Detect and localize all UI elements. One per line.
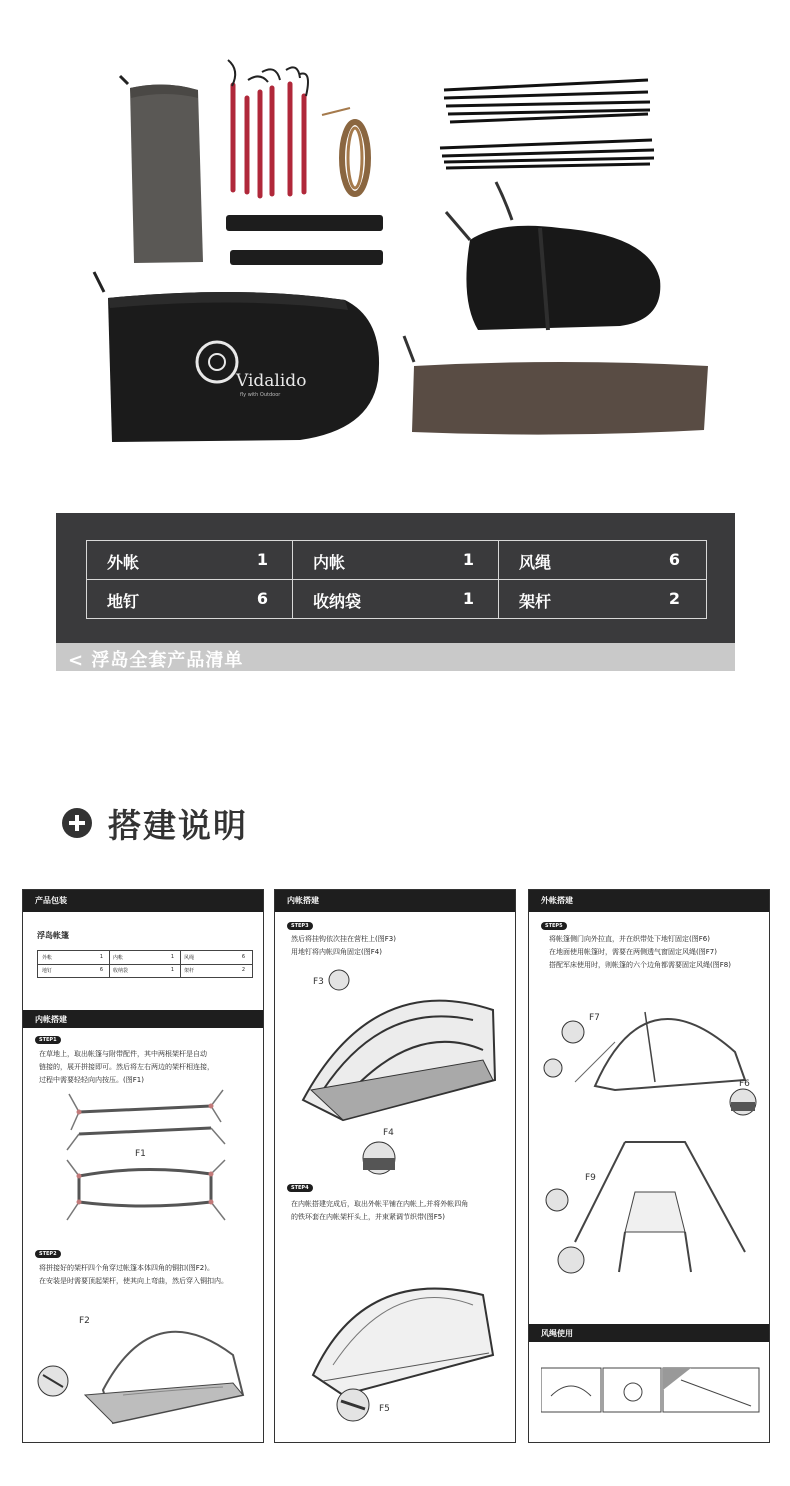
instruction-card-inner-tent [274, 889, 516, 1443]
list-item [38, 951, 109, 964]
step-line: 搭配军床使用时，则帐篷的六个边角都需要固定风绳(图F8) [549, 961, 731, 969]
step-line: 将拼接好的架杆四个角穿过帐篷本体四角的铜扣(图F2)。 [39, 1264, 214, 1272]
step-badge: STEP4 [287, 1184, 313, 1192]
item-name: 收纳袋 [313, 592, 362, 611]
item-name: 架杆 [519, 592, 552, 611]
product-photo [0, 0, 790, 480]
instruction-card-outer-tent [528, 889, 770, 1443]
instruction-card-packaging [22, 889, 264, 1443]
figure-label: F5 [379, 1404, 390, 1414]
item-count: 1 [462, 589, 474, 608]
item-count: 6 [256, 589, 268, 608]
list-caption: < 浮岛全套产品清单 [68, 650, 244, 671]
item-name: 架杆 [184, 968, 195, 974]
item-name: 外帐 [107, 553, 140, 572]
brand-logo-text: Vidalido [236, 371, 307, 391]
step-line: 在草地上，取出帐篷与附带配件，其中两根架杆是自动 [39, 1050, 207, 1058]
tent-stakes [233, 84, 304, 196]
step-text [39, 1048, 214, 1087]
item-count: 1 [256, 550, 268, 569]
step-badge: STEP3 [287, 922, 313, 930]
card-header [275, 890, 515, 912]
pole-bag [404, 336, 708, 435]
step-badge: STEP1 [35, 1036, 61, 1044]
list-item [293, 580, 498, 618]
item-count: 1 [462, 550, 474, 569]
step-text [39, 1262, 228, 1288]
item-count: 1 [99, 954, 103, 960]
figure-f5 [283, 1255, 509, 1435]
step-text [291, 1198, 468, 1224]
section-title: 搭建说明 [108, 806, 248, 845]
step-text [291, 933, 396, 959]
item-name: 地钉 [42, 968, 53, 974]
card-header-label: 内帐搭建 [287, 896, 319, 905]
card-header [23, 890, 263, 912]
item-count: 2 [668, 589, 680, 608]
mini-packing-table [37, 950, 253, 978]
sub-header-label: 内帐搭建 [35, 1015, 67, 1024]
tent-poles [440, 80, 654, 168]
list-item [499, 541, 704, 579]
item-count: 2 [241, 967, 245, 973]
list-item [180, 951, 251, 964]
figure-f2 [33, 1295, 258, 1435]
figure-f6-f7 [535, 982, 765, 1132]
sub-header [529, 1324, 769, 1342]
figure-label: F9 [585, 1173, 596, 1183]
figure-label: F4 [383, 1128, 394, 1138]
main-carry-bag [94, 272, 379, 442]
item-name: 风绳 [184, 955, 195, 961]
item-name: 内帐 [113, 955, 124, 961]
item-name: 收纳袋 [113, 968, 129, 974]
list-item [109, 964, 180, 977]
divider [38, 964, 252, 965]
figure-label: F1 [135, 1149, 146, 1159]
list-item [87, 580, 292, 618]
guy-lines [322, 108, 368, 194]
list-item [87, 541, 292, 579]
plus-circle-icon [62, 808, 92, 838]
item-count: 6 [241, 954, 245, 960]
figure-f9 [535, 1132, 765, 1282]
item-count: 6 [99, 967, 103, 973]
list-caption-bar [56, 643, 735, 671]
step-line: 然后将挂钩依次挂在营柱上(图F3) [291, 935, 396, 943]
step-badge: STEP5 [541, 922, 567, 930]
card-header-label: 外帐搭建 [541, 896, 573, 905]
brand-tagline: fly with Outdoor [240, 392, 281, 398]
list-item [499, 580, 704, 618]
packing-list-panel [56, 513, 735, 643]
step-line: 在内帐搭建完成后，取出外帐平铺在内帐上,并将外帐四角 [291, 1200, 469, 1208]
card-header-label: 产品包装 [35, 896, 67, 905]
item-name: 风绳 [519, 553, 552, 572]
item-name: 外帐 [42, 955, 53, 961]
list-item [109, 951, 180, 964]
item-count: 1 [170, 954, 174, 960]
item-count: 1 [170, 967, 174, 973]
divider [87, 579, 706, 580]
step-line: 在地面使用帐篷时，需要在两侧透气窗固定风绳(图F7) [549, 948, 717, 956]
step-line: 用地钉将内帐四角固定(图F4) [291, 948, 382, 956]
packing-list-grid [86, 540, 707, 619]
card-header [529, 890, 769, 912]
step-line: 过程中需要轻轻向内按压。(图F1) [39, 1076, 144, 1084]
step-line: 链接的，展开拼接即可。然后将左右两边的架杆相连接， [39, 1063, 214, 1071]
item-count: 6 [668, 550, 680, 569]
step-line: 在安装是时需要顶起架杆，使其向上弯曲，然后穿入铜扣内。 [39, 1277, 228, 1285]
figure-f1 [43, 1086, 243, 1236]
list-item [180, 964, 251, 977]
guy-line-figures [541, 1366, 761, 1416]
step-line: 的铁环套在内帐架杆头上，并束紧调节织带(图F5) [291, 1213, 445, 1221]
rolled-tent [446, 182, 660, 330]
step-text [549, 933, 731, 972]
sub-header-label: 风绳使用 [541, 1329, 573, 1338]
figure-label: F7 [589, 1013, 600, 1023]
item-name: 地钉 [107, 592, 140, 611]
step-badge: STEP2 [35, 1250, 61, 1258]
sub-header [23, 1010, 263, 1028]
small-stuff-sack [120, 76, 203, 263]
product-title: 浮岛帐篷 [37, 931, 69, 940]
figure-f3-f4 [283, 960, 509, 1180]
item-name: 内帐 [313, 553, 346, 572]
list-item [38, 964, 109, 977]
list-item [293, 541, 498, 579]
step-line: 将帐篷侧门向外拉直，并在织带处下地钉固定(图F6) [549, 935, 710, 943]
figure-label: F6 [739, 1079, 750, 1089]
figure-label: F2 [79, 1316, 90, 1326]
figure-label: F3 [313, 977, 324, 987]
